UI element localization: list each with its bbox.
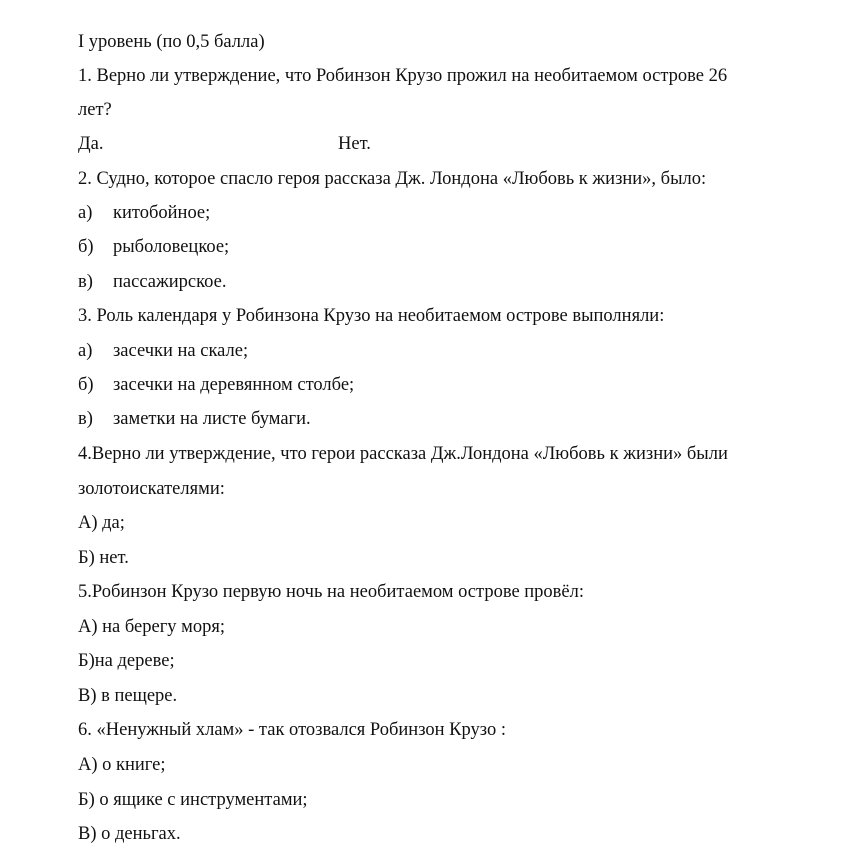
option-letter: а) bbox=[78, 341, 93, 361]
question-2-text: 2. Судно, которое спасло героя рассказа Дж. Лондона «Любовь к жизни», было: bbox=[78, 169, 707, 189]
option-letter: в) bbox=[78, 272, 93, 292]
question-2-option-c bbox=[78, 271, 226, 293]
option-text: пассажирское. bbox=[113, 272, 227, 292]
question-5-option-a: А) на берегу моря; bbox=[78, 617, 226, 637]
level-title: I уровень (по 0,5 балла) bbox=[78, 32, 265, 52]
question-6-text: 6. «Ненужный хлам» - так отозвался Робинзон Крузо : bbox=[78, 720, 506, 740]
question-3-text: 3. Роль календаря у Робинзона Крузо на необитаемом острове выполняли: bbox=[78, 306, 665, 326]
question-1-answers bbox=[78, 133, 478, 155]
question-5-option-b: Б)на дереве; bbox=[78, 651, 175, 671]
option-letter: в) bbox=[78, 409, 93, 429]
option-text: рыболовецкое; bbox=[113, 237, 230, 257]
question-1-text-line2: лет? bbox=[78, 100, 112, 120]
question-4-option-b: Б) нет. bbox=[78, 548, 129, 568]
option-text: засечки на деревянном столбе; bbox=[113, 375, 355, 395]
question-1-text-line1: 1. Верно ли утверждение, что Робинзон Крузо прожил на необитаемом острове 26 bbox=[78, 66, 728, 86]
option-text: засечки на скале; bbox=[113, 341, 249, 361]
question-5-text: 5.Робинзон Крузо первую ночь на необитаемом острове провёл: bbox=[78, 582, 585, 602]
question-2-option-b bbox=[78, 236, 229, 258]
answer-yes: Да. bbox=[78, 134, 104, 154]
question-6-option-a: А) о книге; bbox=[78, 755, 166, 775]
option-letter: б) bbox=[78, 237, 94, 257]
option-letter: а) bbox=[78, 203, 93, 223]
question-3-option-b bbox=[78, 374, 354, 396]
question-6-option-c: В) о деньгах. bbox=[78, 824, 181, 844]
question-6-option-b: Б) о ящике с инструментами; bbox=[78, 790, 308, 810]
question-3-option-a bbox=[78, 340, 248, 362]
option-letter: б) bbox=[78, 375, 94, 395]
question-3-option-c bbox=[78, 408, 311, 430]
question-4-option-a: А) да; bbox=[78, 513, 125, 533]
answer-no: Нет. bbox=[338, 134, 371, 154]
question-5-option-c: В) в пещере. bbox=[78, 686, 178, 706]
question-2-option-a bbox=[78, 202, 210, 224]
question-4-text-line1: 4.Верно ли утверждение, что герои рассказа Дж.Лондона «Любовь к жизни» были bbox=[78, 444, 728, 464]
option-text: китобойное; bbox=[113, 203, 211, 223]
option-text: заметки на листе бумаги. bbox=[113, 409, 311, 429]
question-4-text-line2: золотоискателями: bbox=[78, 479, 225, 499]
